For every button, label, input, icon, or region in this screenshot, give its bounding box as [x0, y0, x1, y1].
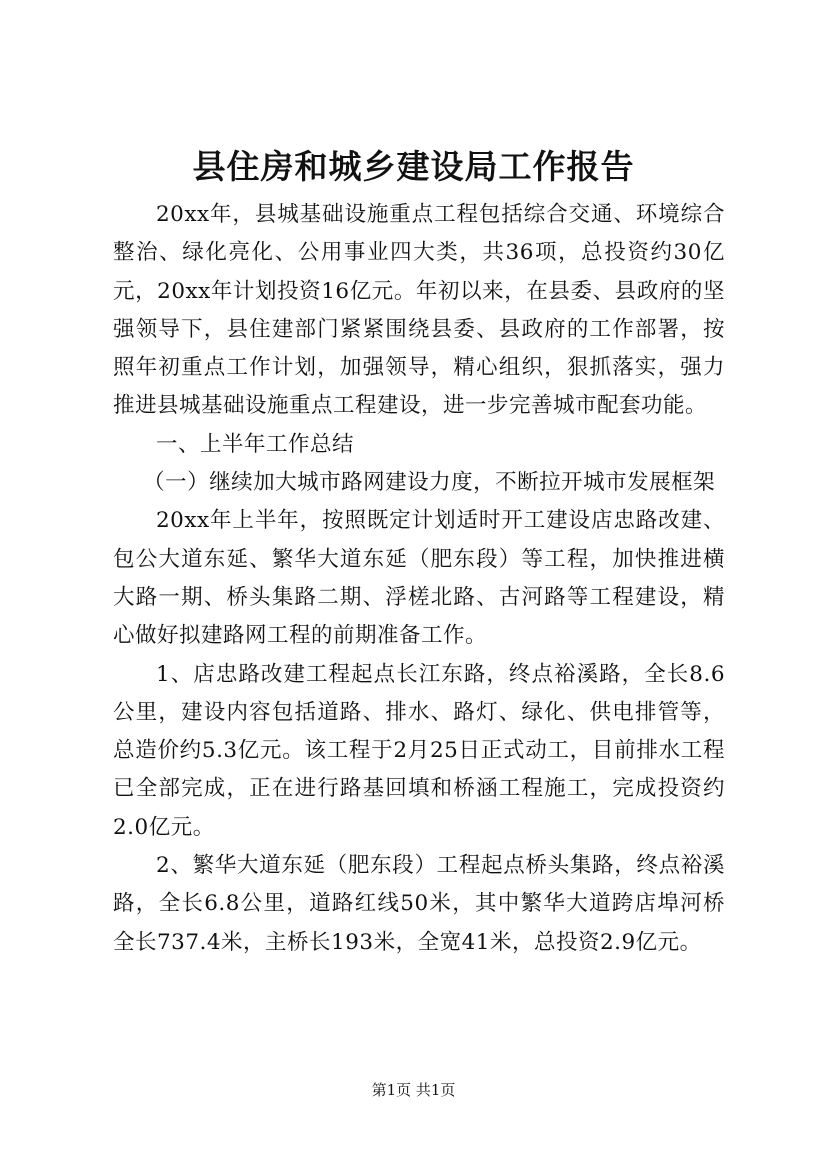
paragraph-intro: 20xx年，县城基础设施重点工程包括综合交通、环境综合整治、绿化亮化、公用事业四大类，共36项，总投资约30亿元，20xx年计划投资16亿元。年初以来，在县委、县政府的坚强领导下，县住建部门紧紧围绕县委、县政府的工作部署，按照年初重点工作计划，加强领导，精心组织，狠抓落实，强力推进县城基础设施重点工程建设，进一步完善城市配套功能。 — [113, 202, 725, 419]
page-footer: 第1页 共1页 — [371, 1081, 456, 1099]
paragraph-road-network: 20xx年上半年，按照既定计划适时开工建设店忠路改建、包公大道东延、繁华大道东延（肥东段）等工程，加快推进横大路一期、桥头集路二期、浮槎北路、古河路等工程建设，精心做好拟建路网工程的前期准备工作。 — [113, 508, 725, 649]
document-title: 县住房和城乡建设局工作报告 — [192, 147, 635, 186]
paragraph-item-1: 1、店忠路改建工程起点长江东路，终点裕溪路，全长8.6公里，建设内容包括道路、排水、路灯、绿化、供电排管等，总造价约5.3亿元。该工程于2月25日正式动工，目前排水工程已全部完成，正在进行路基回填和桥涵工程施工，完成投资约2.0亿元。 — [113, 661, 725, 840]
document-body — [113, 196, 725, 962]
subsection-heading: （一）继续加大城市路网建设力度，不断拉开城市发展框架 — [143, 470, 716, 496]
paragraph-item-2: 2、繁华大道东延（肥东段）工程起点桥头集路，终点裕溪路，全长6.8公里，道路红线50米，其中繁华大道跨店埠河桥全长737.4米，主桥长193米，全宽41米，总投资2.9亿元。 — [113, 853, 725, 955]
section-heading: 一、上半年工作总结 — [156, 431, 355, 457]
